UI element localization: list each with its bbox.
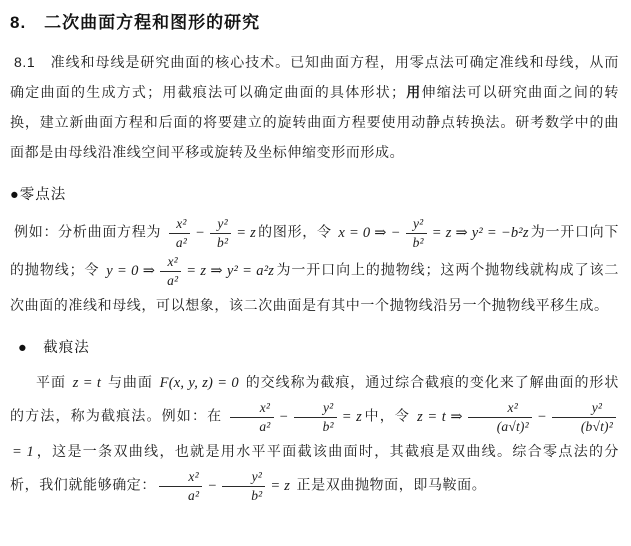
- intro-text-before: 8.1 准线和母线是研究曲面的核心技术。已知曲面方程，用零点法可确定准线和母线，从而确定曲面的生成方式；用截痕法可以确定曲面的具体形状；: [10, 54, 619, 100]
- math-text-run: −: [207, 477, 218, 494]
- fraction-numerator: y²: [210, 216, 231, 234]
- math-fraction: [406, 216, 427, 250]
- math-fraction: [294, 400, 337, 434]
- fraction-numerator: y²: [406, 216, 427, 234]
- math-fraction: [159, 469, 202, 503]
- fraction-numerator: x²: [159, 469, 202, 487]
- math-text-run: = z ⇒ y² = −b²z: [431, 224, 529, 241]
- fraction-numerator: x²: [169, 216, 190, 234]
- fraction-denominator: b²: [412, 234, 424, 250]
- text-run: 的图形，令: [258, 223, 337, 240]
- math-text-run: = z: [341, 408, 362, 425]
- math-fraction: [230, 400, 273, 434]
- fraction-denominator: (a√t)²: [496, 418, 529, 434]
- text-run: 与曲面: [103, 374, 158, 391]
- fraction-denominator: a²: [175, 234, 188, 250]
- fraction-denominator: b²: [217, 234, 229, 250]
- fraction-denominator: b²: [322, 418, 334, 434]
- fraction-numerator: y²: [552, 400, 616, 418]
- fraction-denominator: a²: [188, 487, 200, 503]
- section-heading-zero-point: ●零点法: [10, 187, 67, 203]
- math-text-run: F(x, y, z) = 0: [159, 375, 239, 392]
- math-text-run: x = 0 ⇒ −: [338, 224, 401, 241]
- math-fraction: [210, 216, 231, 250]
- fraction-numerator: x²: [230, 400, 273, 418]
- fraction-numerator: x²: [468, 400, 532, 418]
- math-text-run: z = t ⇒: [417, 408, 463, 425]
- text-run: ，这是一条双曲线，也就是用水平平面截该曲面时，其截痕是双曲线。综合零点法的分析，我们就能够确定：: [10, 443, 619, 493]
- math-text-run: y = 0 ⇒: [106, 262, 156, 279]
- section-heading-trace: ● 截痕法: [18, 340, 90, 357]
- math-text-run: −: [536, 408, 547, 425]
- math-fraction: [160, 254, 181, 288]
- text-run: 的交线称为截痕，通过综合截痕的变化来了解曲面的形状的方法，称为截痕法。例如：在: [10, 374, 619, 424]
- bold-emphasis-char: 用: [405, 84, 422, 100]
- text-run: 为一开口向上的抛物线；这两个抛物线就构成了该二次曲面的准线和母线，可以想象，该二次曲面是有其中一个抛物线沿另一个抛物线平移生成。: [10, 261, 620, 314]
- math-text-run: −: [195, 224, 206, 241]
- text-run: 为一开口向下的抛物线；令: [10, 223, 619, 278]
- trace-paragraph: [10, 367, 619, 505]
- intro-text-after: 伸缩法可以研究曲面之间的转换，建立新曲面方程和后面的将要建立的旋转曲面方程要使用动静点转换法。研考数学中的曲面都是由母线沿准线空间平移或旋转及坐标伸缩变形而形成。: [10, 84, 619, 160]
- math-fraction: [169, 216, 190, 250]
- math-text-run: = z ⇒ y² = a²z: [186, 262, 275, 279]
- intro-paragraph: [10, 47, 619, 167]
- text-run: 平面: [36, 374, 71, 391]
- fraction-numerator: y²: [294, 400, 337, 418]
- math-text-run: z = t: [72, 375, 102, 392]
- math-text-run: = z: [270, 477, 291, 494]
- math-fraction: [468, 400, 532, 434]
- fraction-denominator: (b√t)²: [580, 418, 613, 434]
- fraction-numerator: x²: [160, 254, 181, 272]
- fraction-denominator: a²: [167, 272, 179, 288]
- text-run: 中，令: [363, 407, 416, 424]
- math-fraction: [552, 400, 616, 434]
- text-run: 正是双曲抛物面，即马鞍面。: [292, 476, 487, 493]
- math-text-run: −: [278, 408, 289, 425]
- text-run: 例如：分析曲面方程为: [14, 223, 166, 240]
- fraction-numerator: y²: [222, 469, 265, 487]
- zero-point-paragraph: [10, 214, 619, 320]
- fraction-denominator: b²: [251, 487, 263, 503]
- fraction-denominator: a²: [259, 418, 271, 434]
- math-text-run: = z: [236, 224, 257, 241]
- math-text-run: = 1: [12, 444, 35, 461]
- math-fraction: [222, 469, 265, 503]
- page-title: 8. 二次曲面方程和图形的研究: [10, 13, 261, 32]
